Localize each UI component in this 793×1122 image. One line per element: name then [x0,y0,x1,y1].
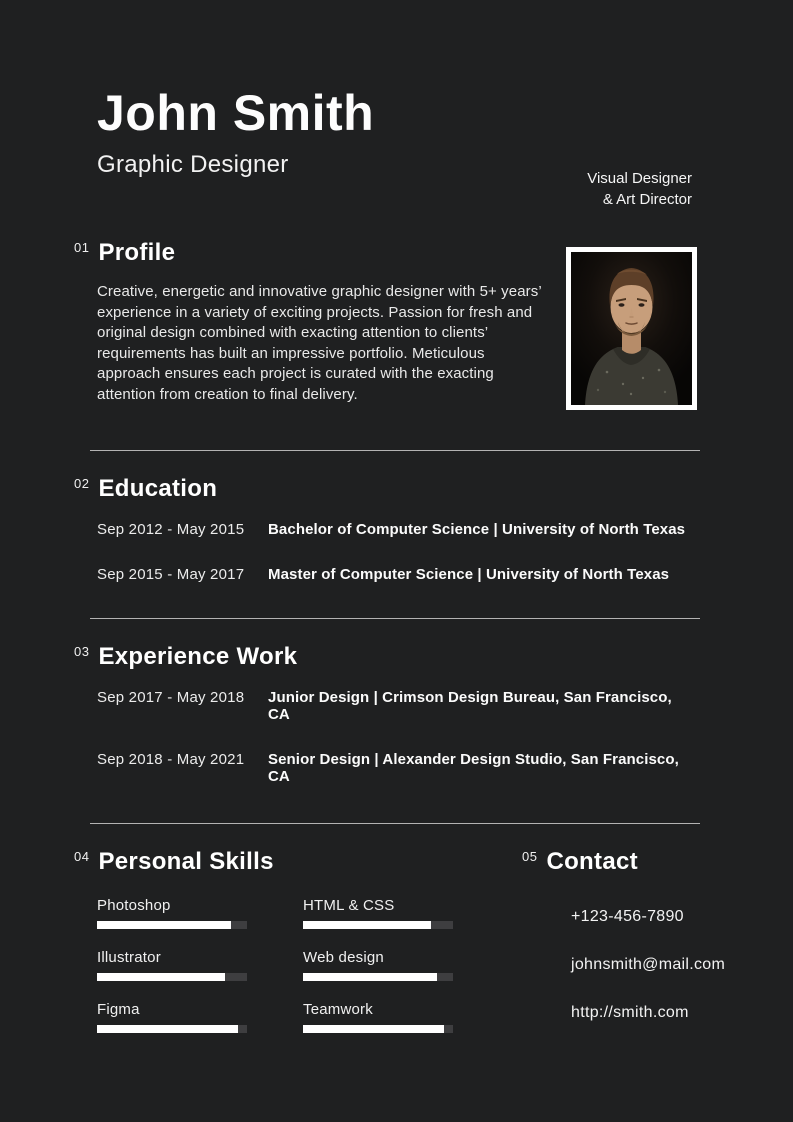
skill-bar-track [97,921,247,929]
skill-bar-fill [97,973,225,981]
education-heading [74,475,697,503]
position-detail: Senior Design | Alexander Design Studio, San Francisco, CA [268,751,679,785]
skill-bar-fill [303,973,437,981]
skill-item [303,896,453,929]
section-number: 02 [74,476,90,491]
portrait-photo-illustration [571,252,692,405]
skill-bar-fill [97,1025,238,1033]
date-range: Sep 2012 - May 2015 [97,521,245,538]
skills-grid [97,896,520,1052]
section-divider [90,450,700,451]
skill-label: HTML & CSS [303,897,395,914]
tagline-line-1: Visual Designer [587,170,692,187]
education-section [74,475,697,583]
skill-item [303,948,453,981]
skill-item [97,1000,247,1033]
education-row [97,521,697,538]
skills-column-2 [303,896,453,1052]
contact-list [571,907,725,1023]
education-row [97,566,697,583]
degree-detail: Master of Computer Science | University of North Texas [268,566,670,583]
email-address: johnsmith@mail.com [571,956,726,973]
skill-bar-track [97,1025,247,1033]
skill-bar-fill [97,921,231,929]
job-title: Graphic Designer [97,151,289,178]
section-title: Education [98,475,218,502]
phone-number: +123-456-7890 [571,908,684,925]
experience-row [97,751,697,785]
website-url: http://smith.com [571,1004,689,1021]
skill-bar-fill [303,1025,444,1033]
skills-heading [74,848,520,876]
header [97,85,697,208]
skill-bar-fill [303,921,431,929]
skill-label: Figma [97,1001,140,1018]
section-number: 04 [74,849,90,864]
section-number: 05 [522,849,538,864]
person-name: John Smith [97,85,375,141]
profile-section [74,239,697,410]
tagline-line-2: & Art Director [602,191,692,208]
education-rows [97,521,697,583]
date-range: Sep 2015 - May 2017 [97,566,245,583]
degree-detail: Bachelor of Computer Science | University of North Texas [268,521,686,538]
section-divider [90,618,700,619]
section-title: Contact [546,848,638,875]
skill-bar-track [303,973,453,981]
skill-item [97,948,247,981]
skill-item [303,1000,453,1033]
experience-section [74,643,697,785]
skill-label: Web design [303,949,384,966]
skill-bar-track [303,1025,453,1033]
date-range: Sep 2017 - May 2018 [97,689,245,706]
profile-paragraph: Creative, energetic and innovative graphic designer with 5+ years’ experience in a variety of exciting projects. Passion for fresh and original design combined with exacting attention to clients’ requirements has built an impressive portfolio. Meticulous approach ensures each project is curated with the exacting attention from creation to final delivery. [97,283,542,403]
skill-label: Photoshop [97,897,171,914]
bottom-section [74,848,726,1052]
experience-row [97,689,697,723]
profile-heading [74,239,545,267]
profile-text-column [74,239,545,410]
skill-bar-track [303,921,453,929]
experience-rows [97,689,697,785]
section-number: 03 [74,644,90,659]
skills-section [74,848,520,1052]
position-detail: Junior Design | Crimson Design Bureau, San Francisco, CA [268,689,672,723]
section-number: 01 [74,240,90,255]
skill-bar-track [97,973,247,981]
skills-column-1 [97,896,247,1052]
skill-label: Teamwork [303,1001,373,1018]
skill-label: Illustrator [97,949,161,966]
section-title: Personal Skills [98,848,274,875]
contact-heading [522,848,725,876]
contact-section [522,848,726,1052]
portrait-photo [566,247,697,410]
section-divider [90,823,700,824]
section-title: Experience Work [98,643,298,670]
date-range: Sep 2018 - May 2021 [97,751,245,768]
tagline [587,168,692,210]
skill-item [97,896,247,929]
section-title: Profile [98,239,176,266]
experience-heading [74,643,697,671]
